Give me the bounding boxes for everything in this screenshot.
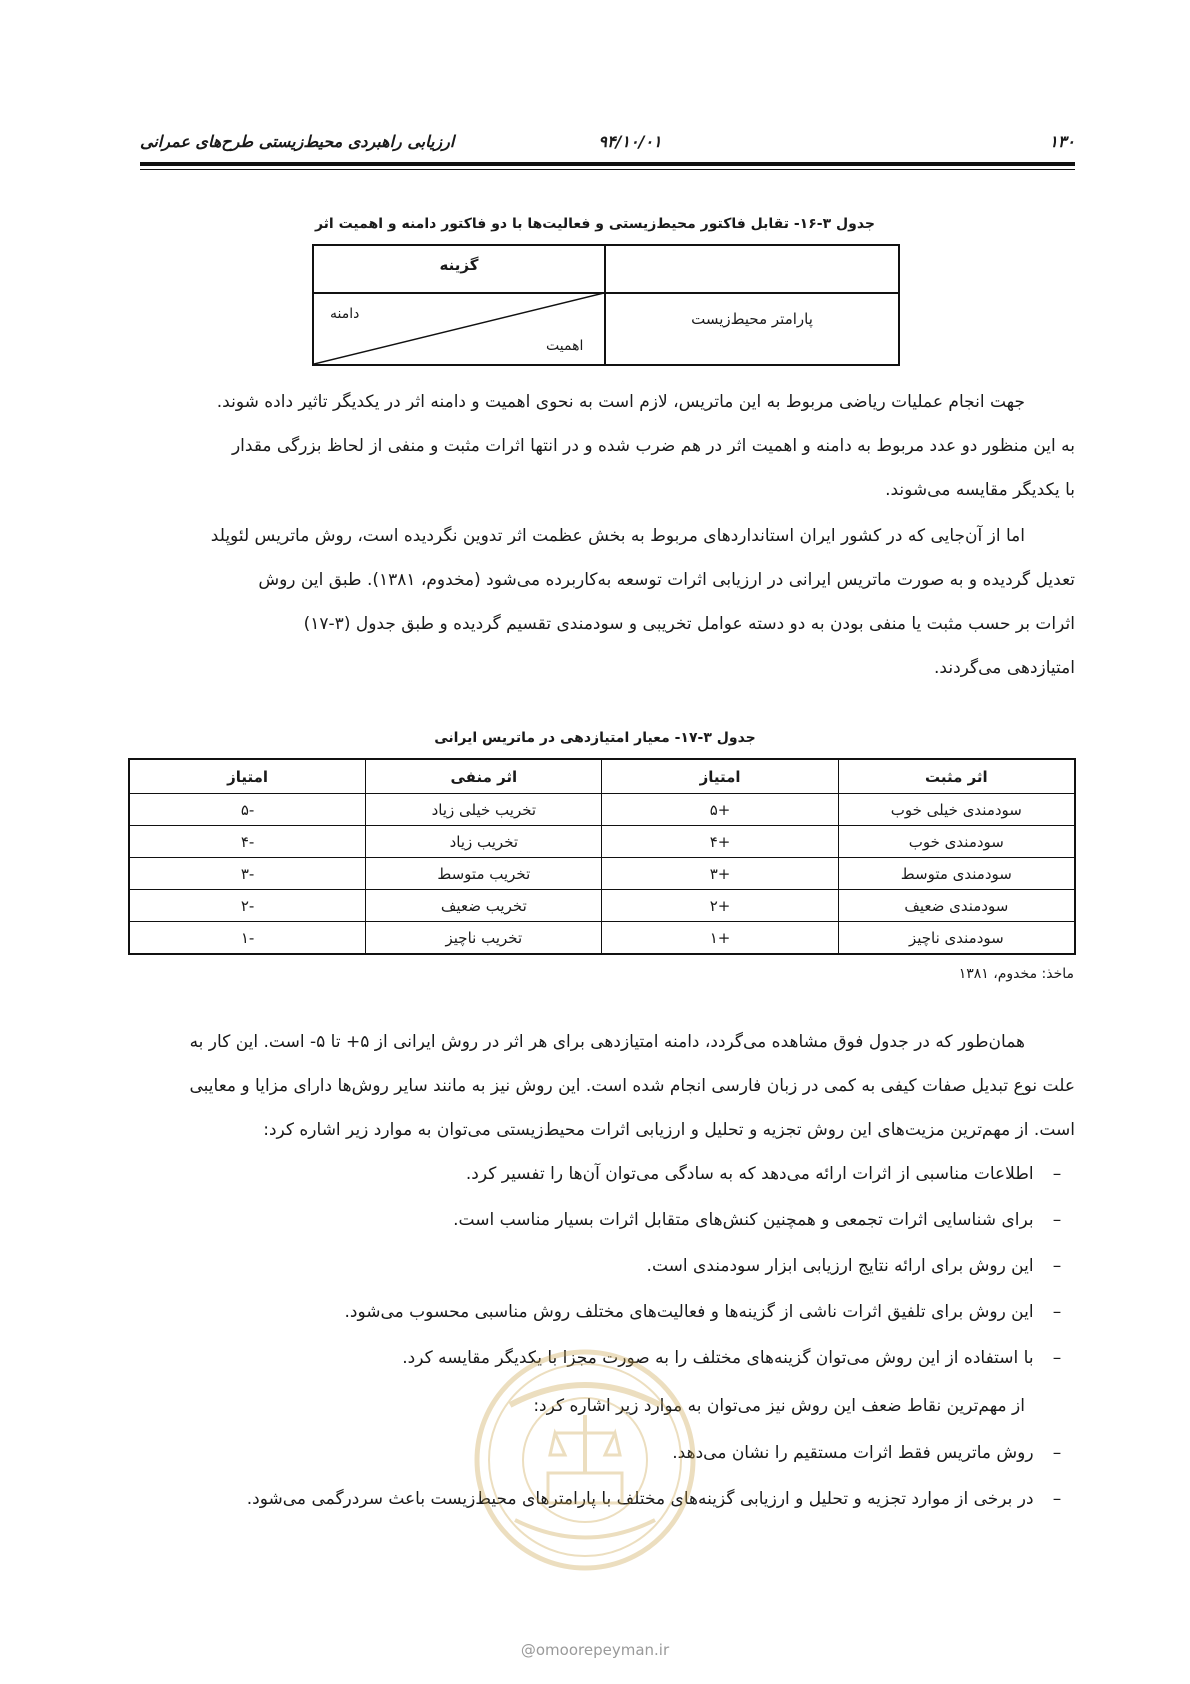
table-row [129, 922, 1075, 955]
list-item-text: با استفاده از این روش می‌توان گزینه‌های مختلف را به صورت مجزا با یکدیگر مقایسه کرد. [402, 1348, 1034, 1368]
table-cell: سودمندی خیلی خوب [838, 794, 1075, 826]
bullet-dash: – [1052, 1489, 1062, 1509]
page-number: ۱۳۰ [1049, 132, 1075, 151]
paragraph-3 [140, 1020, 1075, 1152]
table16-option-header: گزینه [439, 256, 479, 274]
table16-scope-label: دامنه [330, 306, 360, 322]
list-item-text: این روش برای تلفیق اثرات ناشی از گزینه‌ها و فعالیت‌های مختلف روش مناسبی محسوب می‌شود. [344, 1302, 1034, 1322]
table-cell: سودمندی ضعیف [838, 890, 1075, 922]
table-cell: سودمندی خوب [838, 826, 1075, 858]
list-item-text: روش ماتریس فقط اثرات مستقیم را نشان می‌دهد. [672, 1443, 1034, 1463]
bullet-dash: – [1052, 1164, 1062, 1184]
table-cell: +۵ [602, 794, 838, 826]
list-item [175, 1197, 1075, 1243]
list-item-text: در برخی از موارد تجزیه و تحلیل و ارزیابی گزینه‌های مختلف با پارامترهای محیط‌زیست باعث سردرگمی می‌شود. [246, 1489, 1034, 1509]
table-cell: +۱ [602, 922, 838, 955]
paragraph-line: علت نوع تبدیل صفات کیفی به کمی در زبان فارسی انجام شده است. این روش نیز به مانند سایر روش‌ها دارای مزایا و معایبی [189, 1076, 1075, 1096]
table17-source: ماخذ: مخدوم، ۱۳۸۱ [958, 966, 1074, 982]
table17-header-cell: امتیاز [129, 759, 366, 794]
table16-caption: جدول ۳-۱۶- تقابل فاکتور محیط‌زیستی و فعالیت‌ها با دو فاکتور دامنه و اهمیت اثر [314, 216, 876, 232]
list-item [175, 1243, 1075, 1289]
table17-header-cell: اثر مثبت [838, 759, 1075, 794]
running-header [140, 128, 1075, 158]
paragraph-line: اثرات بر حسب مثبت یا منفی بودن به دو دسته عوامل تخریبی و سودمندی تقسیم گردیده و طبق جدول (۳-۱۷) [303, 614, 1075, 634]
table-cell: +۴ [602, 826, 838, 858]
paragraph-1 [140, 380, 1075, 512]
book-title: ارزیابی راهبردی محیط‌زیستی طرح‌های عمرانی [140, 132, 455, 151]
bullet-dash: – [1052, 1302, 1062, 1322]
header-rule [140, 162, 1075, 166]
footer-url-text: omoorepeyman.ir [535, 1641, 670, 1659]
footer-url [480, 1641, 710, 1659]
header-date: ۹۴/۱۰/۰۱ [598, 132, 662, 151]
table-cell: -۲ [129, 890, 366, 922]
bullet-dash: – [1052, 1256, 1062, 1276]
at-icon: @ [520, 1641, 536, 1659]
bullet-dash: – [1052, 1348, 1062, 1368]
table-cell: +۳ [602, 858, 838, 890]
table-cell: تخریب ضعیف [366, 890, 602, 922]
table-cell: سودمندی متوسط [838, 858, 1075, 890]
paragraph-line: امتیازدهی می‌گردند. [934, 658, 1075, 678]
table-cell: تخریب ناچیز [366, 922, 602, 955]
table-cell: تخریب خیلی زیاد [366, 794, 602, 826]
header-rule-thin [140, 169, 1075, 170]
paragraph-line: است. از مهم‌ترین مزیت‌های این روش تجزیه و تحلیل و ارزیابی اثرات محیط‌زیستی می‌توان به موارد زیر اشاره کرد: [263, 1120, 1075, 1140]
table17 [128, 758, 1076, 955]
paragraph-2 [140, 514, 1075, 690]
table-row [129, 826, 1075, 858]
table16-param-cell: پارامتر محیط‌زیست [691, 310, 813, 328]
table17-header-cell: امتیاز [602, 759, 838, 794]
table17-header-row [129, 759, 1075, 794]
table-row [129, 794, 1075, 826]
table16-divider [604, 246, 606, 364]
table17-header-cell: اثر منفی [366, 759, 602, 794]
table-cell: تخریب زیاد [366, 826, 602, 858]
list-item [175, 1289, 1075, 1335]
watermark-seal-icon [470, 1345, 700, 1575]
table-cell: -۵ [129, 794, 366, 826]
list-item-text: اطلاعات مناسبی از اثرات ارائه می‌دهد که به سادگی می‌توان آن‌ها را تفسیر کرد. [465, 1164, 1034, 1184]
paragraph-line: جهت انجام عملیات ریاضی مربوط به این ماتریس، لازم است به نحوی اهمیت و دامنه اثر در یکدیگر تاثیر داده شوند. [216, 392, 1025, 412]
bullet-dash: – [1052, 1210, 1062, 1230]
paragraph-line: اما از آن‌جایی که در کشور ایران استانداردهای مربوط به بخش عظمت اثر تدوین نگردیده است، روش ماتریس لئوپلد [210, 526, 1025, 546]
list-item [175, 1151, 1075, 1197]
table-cell: سودمندی ناچیز [838, 922, 1075, 955]
list-item-text: این روش برای ارائه نتایج ارزیابی ابزار سودمندی است. [646, 1256, 1034, 1276]
list-item-text: برای شناسایی اثرات تجمعی و همچنین کنش‌های متقابل اثرات بسیار مناسب است. [453, 1210, 1034, 1230]
table-cell: +۲ [602, 890, 838, 922]
paragraph-line: تعدیل گردیده و به صورت ماتریس ایرانی در ارزیابی اثرات توسعه به‌کاربرده می‌شود (مخدوم، ۱۳۸۱). طبق این روش [258, 570, 1075, 590]
paragraph-line: از مهم‌ترین نقاط ضعف این روش نیز می‌توان به موارد زیر اشاره کرد: [533, 1396, 1025, 1416]
table16-importance-label: اهمیت [546, 338, 584, 354]
table-row [129, 890, 1075, 922]
table16 [312, 244, 900, 366]
paragraph-line: با یکدیگر مقایسه می‌شوند. [885, 480, 1075, 500]
table-cell: تخریب متوسط [366, 858, 602, 890]
paragraph-line: به این منظور دو عدد مربوط به دامنه و اهمیت اثر در هم ضرب شده و در انتها اثرات مثبت و منفی از لحاظ بزرگی مقدار [231, 436, 1075, 456]
table17-caption: جدول ۳-۱۷- معیار امتیازدهی در ماتریس ایرانی [434, 730, 756, 746]
paragraph-line: همان‌طور که در جدول فوق مشاهده می‌گردد، دامنه امتیازدهی برای هر اثر در روش ایرانی از ۵+ تا ۵- است. این کار به [189, 1032, 1025, 1052]
table-row [129, 858, 1075, 890]
bullet-dash: – [1052, 1443, 1062, 1463]
table-cell: -۱ [129, 922, 366, 955]
table-cell: -۴ [129, 826, 366, 858]
table-cell: -۳ [129, 858, 366, 890]
